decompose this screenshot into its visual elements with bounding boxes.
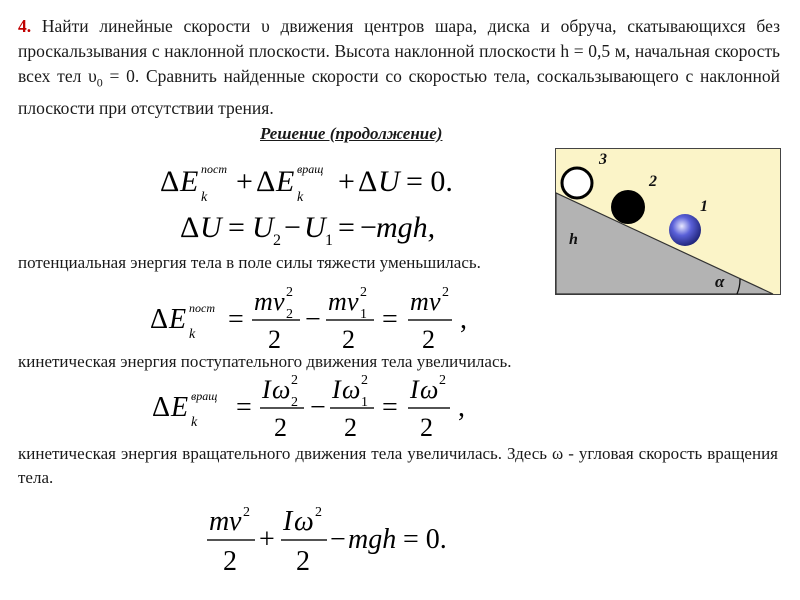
plus-sign: +: [259, 524, 275, 555]
delta-symbol: Δ: [180, 211, 200, 244]
potential-change-formula: [180, 205, 460, 251]
equals-sign: =: [382, 392, 398, 423]
solution-heading: Решение (продолжение): [260, 124, 443, 143]
inertia-symbol: I: [410, 375, 419, 404]
subscript-k: k: [201, 190, 208, 205]
subscript-1: 1: [325, 232, 333, 249]
denominator-2: 2: [422, 325, 435, 352]
subscript-k: k: [191, 415, 198, 430]
superscript-2: 2: [442, 285, 449, 300]
subscript-2: 2: [286, 307, 293, 322]
subscript-2: 2: [291, 395, 298, 410]
omega-symbol: ω: [272, 375, 291, 404]
inertia-symbol: I: [283, 506, 293, 537]
mass-symbol: m: [254, 287, 273, 316]
energy-symbol: E: [169, 304, 187, 335]
problem-subscript: 0: [96, 75, 103, 90]
subscript-1: 1: [361, 395, 368, 410]
inertia-symbol: I: [262, 375, 271, 404]
velocity-symbol: v: [429, 287, 441, 316]
comma: ,: [458, 392, 465, 423]
problem-number: 4.: [18, 16, 32, 36]
problem-text-1: Найти линейные скорости υ движения центров шара, диска и обруча, скатывающихся без проскальзывания с наклонной плоскости. Высота наклонной плоскости h = 0,5 м, начальная скорость всех тел υ: [18, 16, 780, 86]
equals-sign: =: [338, 211, 355, 244]
superscript-post: пост: [189, 301, 215, 315]
translational-energy-formula: [150, 284, 480, 352]
label-ball: 1: [700, 198, 708, 215]
minus-sign: −: [360, 211, 377, 244]
subscript-k: k: [189, 327, 196, 342]
equals-sign: =: [228, 304, 244, 335]
translational-energy-text: кинетическая энергия поступательного движения тела увеличилась.: [18, 352, 512, 371]
velocity-symbol: v: [347, 287, 359, 316]
label-disk: 2: [649, 173, 657, 190]
potential-symbol: U: [304, 211, 326, 244]
height-label: h: [569, 231, 578, 248]
potential-symbol: U: [378, 165, 400, 198]
denominator-2: 2: [274, 413, 287, 442]
delta-symbol: Δ: [358, 165, 378, 198]
omega-symbol: ω: [342, 375, 361, 404]
incline-figure: [555, 148, 781, 295]
velocity-symbol: v: [273, 287, 285, 316]
potential-symbol: U: [200, 211, 222, 244]
subscript-1: 1: [360, 307, 367, 322]
minus-sign: −: [310, 392, 326, 423]
denominator-2: 2: [296, 546, 310, 576]
minus-sign: −: [284, 211, 301, 244]
denominator-2: 2: [344, 413, 357, 442]
potential-symbol: U: [252, 211, 274, 244]
equals-sign: =: [236, 392, 252, 423]
denominator-2: 2: [342, 325, 355, 352]
problem-statement: [18, 14, 780, 121]
mass-symbol: m: [209, 506, 230, 537]
velocity-symbol: v: [229, 506, 242, 537]
delta-symbol: Δ: [160, 165, 180, 198]
superscript-2: 2: [315, 505, 322, 520]
plus-sign: +: [338, 165, 355, 198]
mgh-term: mgh: [348, 524, 397, 555]
hoop-circle: [562, 168, 592, 198]
energy-symbol: E: [180, 165, 199, 198]
rotational-energy-text: кинетическая энергия вращательного движения тела увеличилась. Здесь ω - угловая скорость вращения тела.: [18, 444, 778, 487]
plus-sign: +: [236, 165, 253, 198]
angle-label: α: [715, 272, 725, 291]
delta-symbol: Δ: [152, 392, 171, 423]
mass-symbol: m: [328, 287, 347, 316]
minus-sign: −: [330, 524, 346, 555]
superscript-2: 2: [360, 285, 367, 300]
subscript-2: 2: [273, 232, 281, 249]
superscript-vrash: вращ: [191, 389, 218, 403]
rotational-energy-formula: [152, 372, 482, 442]
superscript-2: 2: [291, 373, 298, 388]
omega-symbol: ω: [294, 506, 314, 537]
energy-symbol: E: [171, 392, 189, 423]
superscript-vrash: вращ: [297, 162, 324, 176]
superscript-2: 2: [439, 373, 446, 388]
label-hoop: 3: [599, 151, 607, 168]
superscript-post: пост: [201, 162, 227, 176]
ball-circle: [669, 214, 701, 246]
subscript-k: k: [297, 190, 304, 205]
denominator-2: 2: [420, 413, 433, 442]
equals-zero: = 0.: [403, 524, 447, 555]
mass-symbol: m: [410, 287, 429, 316]
problem-text-2: = 0. Сравнить найденные скорости со скоростью тела, соскальзывающего с наклонной плоскости при отсутствии трения.: [18, 66, 780, 118]
equals-zero: = 0.: [406, 165, 453, 198]
energy-symbol: E: [276, 165, 295, 198]
equals-sign: =: [382, 304, 398, 335]
final-energy-equation: [205, 500, 475, 576]
comma: ,: [460, 304, 467, 335]
denominator-2: 2: [223, 546, 237, 576]
disk-circle: [611, 190, 645, 224]
mgh-term: mgh,: [376, 211, 436, 244]
equals-sign: =: [228, 211, 245, 244]
delta-symbol: Δ: [150, 304, 169, 335]
inertia-symbol: I: [332, 375, 341, 404]
superscript-2: 2: [361, 373, 368, 388]
potential-energy-text: потенциальная энергия тела в поле силы тяжести уменьшилась.: [18, 253, 481, 272]
omega-symbol: ω: [420, 375, 439, 404]
minus-sign: −: [305, 304, 321, 335]
denominator-2: 2: [268, 325, 281, 352]
energy-balance-formula: [160, 155, 480, 205]
superscript-2: 2: [286, 285, 293, 300]
superscript-2: 2: [243, 505, 250, 520]
delta-symbol: Δ: [256, 165, 276, 198]
